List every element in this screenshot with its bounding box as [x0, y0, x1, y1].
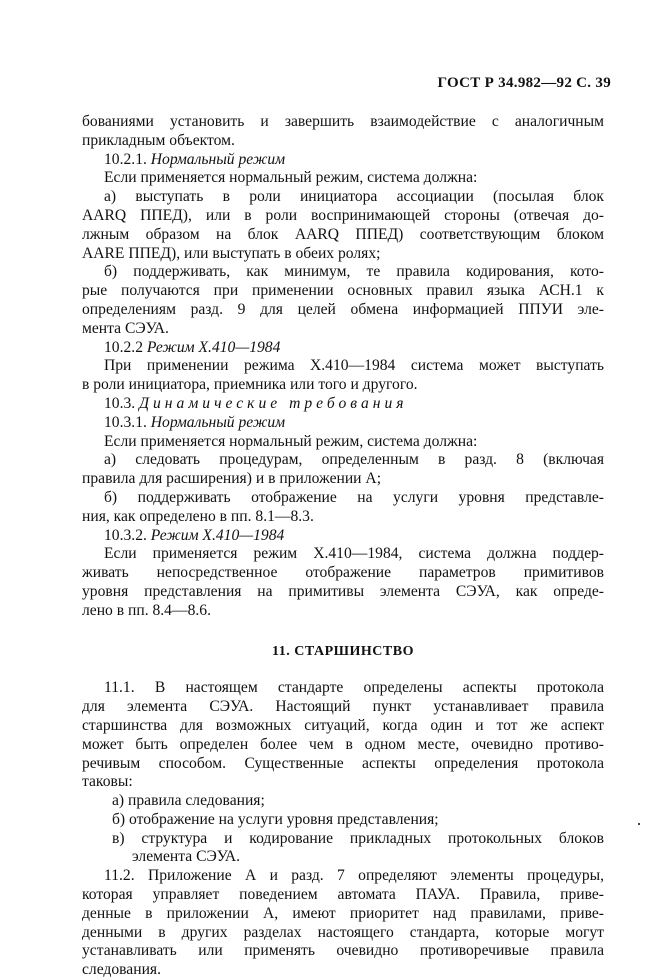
text-line: старшинства для возможных ситуаций, когда один и тот же аспект	[82, 716, 604, 734]
text-line: б) отображение на услуги уровня представления;	[112, 810, 439, 828]
text-line: AARQ ППЕД), или в роли воспринимающей стороны (отвечая до-	[82, 206, 604, 224]
text-line: а) следовать процедурам, определенным в разд. 8 (включая	[104, 451, 604, 469]
text-line: 11.2. Приложение А и разд. 7 определяют элементы процедуры,	[104, 867, 604, 885]
text-line: которая управляет поведением автомата ПАУА. Правила, приве-	[82, 886, 604, 904]
text-line: Если применяется нормальный режим, система должна:	[104, 169, 478, 187]
text-line: а) правила следования;	[112, 792, 265, 810]
text-line: ния, как определено в пп. 8.1—8.3.	[82, 507, 314, 525]
text-line: При применении режима X.410—1984 система может выступать	[104, 357, 604, 375]
text-line: бованиями установить и завершить взаимодействие с аналогичным	[82, 113, 604, 130]
text-line: определениям разд. 9 для целей обмена информацией ППУИ эле-	[82, 300, 604, 318]
text-line: элемента СЭУА.	[132, 848, 240, 866]
text-line: может быть определен более чем в одном месте, очевидно противо-	[82, 735, 604, 753]
section-11-heading: 11. СТАРШИНСТВО	[272, 643, 414, 659]
text-line: Если применяется нормальный режим, система должна:	[104, 432, 478, 450]
scan-speck	[638, 823, 640, 825]
text-line: 10.2.2 Режим X.410—1984	[104, 338, 281, 356]
text-line: следования.	[82, 961, 161, 979]
text-line: уровня представления на примитивы элемента СЭУА, как опреде-	[82, 582, 604, 600]
text-line: а) выступать в роли инициатора ассоциации (посылая блок	[104, 188, 604, 206]
text-line: мента СЭУА.	[82, 319, 169, 337]
running-header: ГОСТ Р 34.982—92 С. 39	[437, 75, 611, 91]
text-line: прикладным объектом.	[82, 131, 235, 149]
text-line: денными в других разделах настоящего стандарта, которые могут	[82, 923, 604, 941]
page-body	[82, 113, 604, 980]
text-line: 11.1. В настоящем стандарте определены аспекты протокола	[104, 679, 604, 697]
text-line: б) поддерживать отображение на услуги уровня представле-	[104, 488, 604, 506]
text-line: б) поддерживать, как минимум, те правила кодирования, кото-	[104, 263, 604, 281]
text-line: устанавливать или применять очевидно противоречивые правила	[82, 942, 604, 960]
text-line: в роли инициатора, приемника или того и другого.	[82, 376, 418, 394]
section-10-text	[82, 113, 604, 621]
text-line: рые получаются при применении основных правил языка АСН.1 к	[82, 282, 604, 300]
text-line: речивым способом. Существенные аспекты определения протокола	[82, 754, 604, 772]
text-line: 10.3.2. Режим X.410—1984	[104, 526, 285, 544]
text-line: 10.2.1. Нормальный режим	[104, 150, 286, 168]
text-line: 10.3.1. Нормальный режим	[104, 413, 286, 431]
text-line: лено в пп. 8.4—8.6.	[82, 601, 211, 619]
text-line: живать непосредственное отображение параметров примитивов	[82, 564, 604, 582]
text-line: таковы:	[82, 773, 133, 791]
text-line: лжным образом на блок AARQ ППЕД) соответствующим блоком	[82, 225, 604, 243]
text-line: в) структура и кодирование прикладных протокольных блоков	[112, 829, 604, 847]
text-line: Если применяется режим X.410—1984, система должна поддер-	[104, 545, 604, 563]
text-line: правила для расширения) и в приложении А;	[82, 470, 382, 488]
text-line: AARE ППЕД), или выступать в обеих ролях;	[82, 244, 381, 262]
text-line: денные в приложении А, имеют приоритет над правилами, приве-	[82, 904, 604, 922]
text-line: для элемента СЭУА. Настоящий пункт устанавливает правила	[82, 698, 604, 716]
text-line: 10.3. Динамические требования	[104, 394, 408, 412]
